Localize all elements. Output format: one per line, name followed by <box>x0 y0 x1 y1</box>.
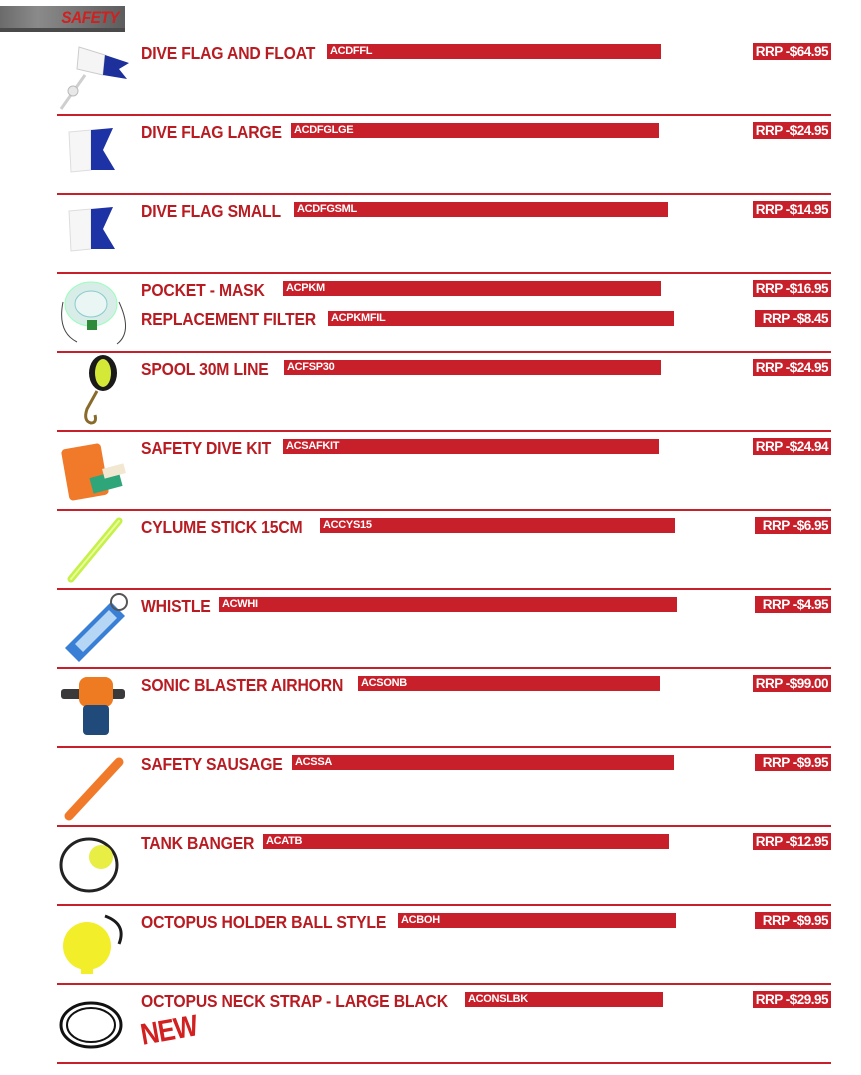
product-name: REPLACEMENT FILTER <box>141 308 316 329</box>
whistle-icon <box>57 588 133 664</box>
product-row[interactable] <box>57 825 831 906</box>
product-name: SAFETY DIVE KIT <box>141 437 272 458</box>
section-title: SAFETY <box>61 8 119 27</box>
product-name: SPOOL 30M LINE <box>141 358 269 379</box>
product-price: RRP -$24.95 <box>753 359 831 376</box>
product-row[interactable] <box>57 430 831 511</box>
dive-flag-icon <box>57 193 133 269</box>
product-code: ACONSLBK <box>465 992 663 1007</box>
product-name: CYLUME STICK 15CM <box>141 516 303 537</box>
product-price: RRP -$9.95 <box>755 754 831 771</box>
product-code: ACDFFL <box>327 44 661 59</box>
pocket-mask-icon <box>57 272 133 348</box>
product-name: DIVE FLAG LARGE <box>141 121 282 142</box>
product-code: ACSAFKIT <box>283 439 659 454</box>
product-row[interactable] <box>57 746 831 827</box>
glow-stick-icon <box>57 509 133 585</box>
dive-flag-icon <box>57 114 133 190</box>
safety-kit-icon <box>57 430 133 506</box>
product-row[interactable] <box>57 667 831 748</box>
product-code: ACDFGLGE <box>291 123 659 138</box>
product-row[interactable] <box>57 114 831 195</box>
product-row[interactable] <box>57 351 831 432</box>
product-code: ACCYS15 <box>320 518 675 533</box>
product-name: SAFETY SAUSAGE <box>141 753 283 774</box>
product-code: ACDFGSML <box>294 202 668 217</box>
product-name: TANK BANGER <box>141 832 255 853</box>
new-badge: NEW <box>138 1009 200 1052</box>
product-price: RRP -$9.95 <box>755 912 831 929</box>
product-code: ACATB <box>263 834 669 849</box>
product-code: ACPKM <box>283 281 661 296</box>
product-code: ACSONB <box>358 676 660 691</box>
product-price: RRP -$24.95 <box>753 122 831 139</box>
product-code: ACSSA <box>292 755 674 770</box>
product-row[interactable] <box>57 509 831 590</box>
product-name: DIVE FLAG AND FLOAT <box>141 42 316 63</box>
product-name: SONIC BLASTER AIRHORN <box>141 674 344 695</box>
dive-flag-float-icon <box>57 35 133 111</box>
product-row[interactable] <box>57 983 831 1064</box>
octopus-holder-icon <box>57 904 133 980</box>
product-name: OCTOPUS NECK STRAP - LARGE BLACK <box>141 990 448 1011</box>
product-price: RRP -$16.95 <box>753 280 831 297</box>
product-price: RRP -$64.95 <box>753 43 831 60</box>
product-row[interactable] <box>57 193 831 274</box>
tank-banger-icon <box>57 825 133 901</box>
spool-icon <box>57 351 133 427</box>
product-row[interactable] <box>57 35 831 116</box>
airhorn-icon <box>57 667 133 743</box>
product-price: RRP -$99.00 <box>753 675 831 692</box>
product-price: RRP -$14.95 <box>753 201 831 218</box>
section-tab <box>0 6 125 32</box>
product-name: OCTOPUS HOLDER BALL STYLE <box>141 911 387 932</box>
product-name: POCKET - MASK <box>141 279 265 300</box>
product-code: ACBOH <box>398 913 676 928</box>
product-name: WHISTLE <box>141 595 211 616</box>
product-row[interactable] <box>57 272 831 353</box>
product-code: ACPKMFIL <box>328 311 674 326</box>
product-price: RRP -$24.94 <box>753 438 831 455</box>
product-code: ACFSP30 <box>284 360 661 375</box>
product-price: RRP -$6.95 <box>755 517 831 534</box>
product-row[interactable] <box>57 588 831 669</box>
product-price: RRP -$29.95 <box>753 991 831 1008</box>
product-row[interactable] <box>57 904 831 985</box>
safety-sausage-icon <box>57 746 133 822</box>
product-price: RRP -$4.95 <box>755 596 831 613</box>
product-price: RRP -$12.95 <box>753 833 831 850</box>
neck-strap-icon <box>57 983 133 1059</box>
product-name: DIVE FLAG SMALL <box>141 200 281 221</box>
product-price: RRP -$8.45 <box>755 310 831 327</box>
product-code: ACWHI <box>219 597 677 612</box>
